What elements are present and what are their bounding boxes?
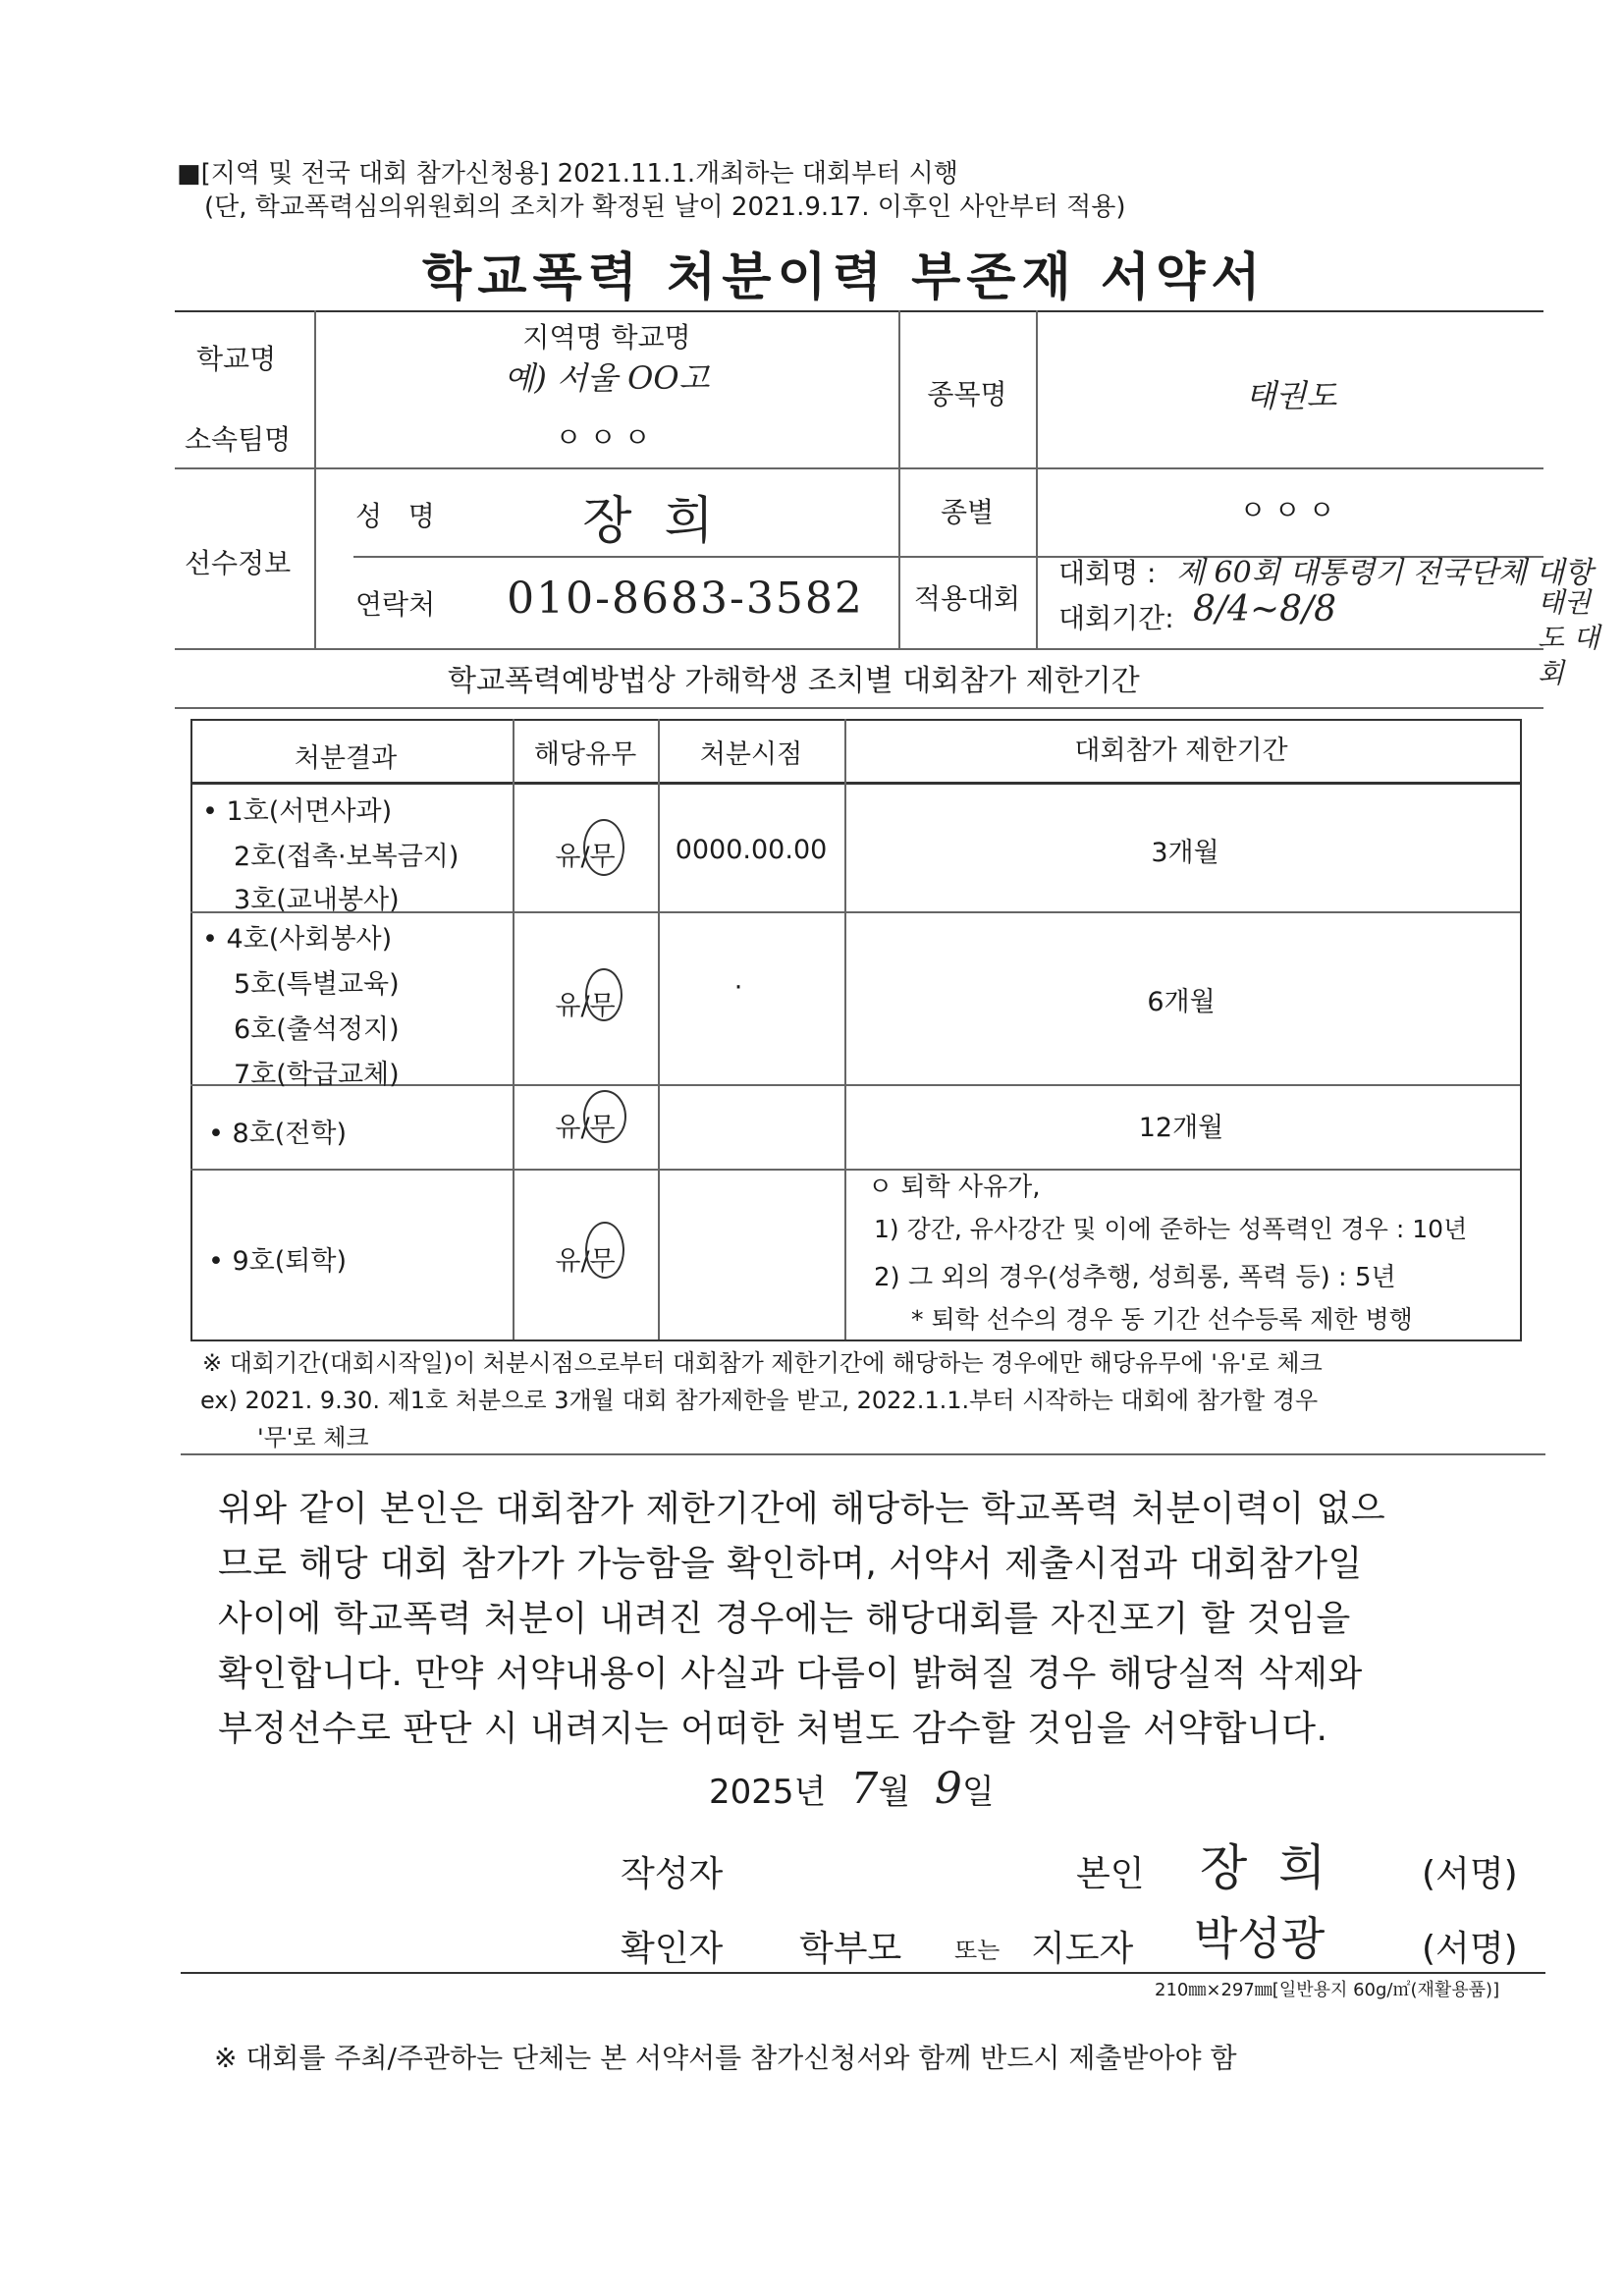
event-period-value: 8/4~8/8: [1193, 589, 1337, 629]
table-header-border: [190, 782, 1520, 785]
row4-period-line-1: ㅇ 퇴학 사유가,: [868, 1173, 1041, 1202]
col-header-yesno: 해당유무: [533, 739, 637, 770]
row4-period-line-3: 2) 그 외의 경우(성추행, 성희롱, 폭력 등) : 5년: [874, 1263, 1396, 1292]
restriction-note-3: '무'로 체크: [257, 1424, 369, 1451]
row3-period: 12개월: [1138, 1113, 1224, 1143]
self-name-signature: 장 희: [1200, 1839, 1326, 1896]
self-sign-placeholder: (서명): [1422, 1854, 1518, 1894]
restriction-note-1: ※ 대회기간(대회시작일)이 처분시점으로부터 대회참가 제한기간에 해당하는 경우에만 해당유무에 '유'로 체크: [202, 1349, 1323, 1377]
date-year: 2025년: [709, 1773, 827, 1812]
row1-date: 0000.00.00: [675, 835, 828, 865]
row4-period-line-4: * 퇴학 선수의 경우 동 기간 선수등록 제한 병행: [911, 1305, 1413, 1334]
row1-yesno: 유/무: [555, 842, 616, 872]
parent-label: 학부모: [799, 1929, 902, 1969]
row2-period: 6개월: [1147, 987, 1216, 1017]
coach-name-signature: 박성광: [1194, 1912, 1326, 1965]
pledge-line-5: 부정선수로 판단 시 내려지는 어떠한 처벌도 감수할 것임을 서약합니다.: [218, 1709, 1328, 1749]
gender-label: 종별: [940, 496, 995, 528]
footer-line: [181, 1972, 1545, 1974]
row3-yesno: 유/무: [555, 1113, 616, 1143]
paper-spec: 210㎜×297㎜[일반용지 60g/㎡(재활용품)]: [1155, 1980, 1500, 2000]
table-row-border-3: [190, 1169, 1520, 1171]
sport-label: 종목명: [927, 378, 1007, 410]
col-header-period: 대회참가 제한기간: [1074, 736, 1288, 766]
restriction-title-underline: [175, 707, 1543, 709]
info-col-1: [314, 310, 316, 648]
info-col-3: [1036, 310, 1038, 648]
coach-label: 지도자: [1031, 1929, 1134, 1969]
row1-check-mark: [583, 819, 624, 876]
pledge-date: [709, 1764, 995, 1814]
table-col-2: [658, 719, 660, 1339]
team-value: ㅇㅇㅇ: [555, 421, 659, 454]
event-name-label: 대회명 :: [1058, 557, 1157, 589]
event-overflow-note: 태권도 대회: [1538, 586, 1599, 689]
team-label: 소속팀명: [185, 423, 292, 456]
info-border-school: [175, 467, 1543, 469]
school-hint: 지역명 학교명: [522, 321, 691, 354]
final-note: ※ 대회를 주최/주관하는 단체는 본 서약서를 참가신청서와 함께 반드시 제출받아야 함: [214, 2042, 1237, 2074]
row1-period: 3개월: [1151, 838, 1219, 868]
pledge-line-1: 위와 같이 본인은 대회참가 제한기간에 해당하는 학교폭력 처분이력이 없으: [218, 1489, 1386, 1529]
row2-item-2: 5호(특별교육): [234, 969, 400, 1000]
event-label: 적용대회: [913, 582, 1021, 615]
event-period-label: 대회기간:: [1058, 602, 1174, 634]
table-col-3: [844, 719, 846, 1339]
notice-line-1: ■[지역 및 전국 대회 참가신청용] 2021.11.1.개최하는 대회부터 시행: [177, 159, 958, 189]
name-label: 성 명: [355, 500, 435, 532]
row2-item-1: • 4호(사회봉사): [202, 924, 393, 955]
or-label: 또는: [954, 1937, 1001, 1964]
row1-item-2: 2호(접촉·보복금지): [234, 842, 460, 872]
date-day: 9: [934, 1764, 962, 1814]
row2-check-mark: [585, 968, 623, 1021]
date-day-suffix: 일: [961, 1773, 995, 1812]
info-border-bottom: [175, 648, 1543, 650]
self-label: 본인: [1076, 1854, 1145, 1894]
row3-item-1: • 8호(전학): [208, 1119, 347, 1149]
page-title: 학교폭력 처분이력 부존재 서약서: [422, 248, 1267, 307]
row2-yesno: 유/무: [555, 991, 616, 1021]
player-info-label: 선수정보: [185, 547, 292, 579]
sport-value: 태권도: [1245, 377, 1337, 414]
restriction-bottom-border: [181, 1453, 1545, 1455]
col-header-date: 처분시점: [699, 739, 803, 770]
row2-item-3: 6호(출석정지): [234, 1014, 400, 1045]
pledge-line-2: 므로 해당 대회 참가가 가능함을 확인하며, 서약서 제출시점과 대회참가일: [218, 1544, 1363, 1584]
writer-label: 작성자: [621, 1854, 724, 1894]
event-name-value: 제 60회 대통령기 전국단체 대항: [1176, 556, 1594, 590]
row3-check-mark: [583, 1090, 626, 1143]
table-col-1: [513, 719, 514, 1339]
notice-line-2: (단, 학교폭력심의위원회의 조치가 확정된 날이 2021.9.17. 이후인 사안부터 적용): [204, 192, 1126, 222]
row4-check-mark: [585, 1222, 624, 1279]
row4-yesno: 유/무: [555, 1246, 616, 1277]
row4-period-line-2: 1) 강간, 유사강간 및 이에 준하는 성폭력인 경우 : 10년: [874, 1215, 1468, 1243]
restriction-title: 학교폭력예방법상 가해학생 조치별 대회참가 제한기간: [448, 664, 1140, 698]
date-month-suffix: 월: [878, 1773, 911, 1812]
contact-label: 연락처: [355, 588, 436, 621]
school-value: 예) 서울 OO고: [504, 359, 710, 397]
row1-item-3: 3호(교내봉사): [234, 885, 400, 915]
row2-date: ·: [733, 972, 743, 1003]
confirmer-label: 확인자: [621, 1929, 724, 1969]
row2-item-4: 7호(학급교체): [234, 1060, 400, 1090]
restriction-note-2: ex) 2021. 9.30. 제1호 처분으로 3개월 대회 참가제한을 받고, 2022.1.1.부터 시작하는 대회에 참가할 경우: [200, 1387, 1319, 1414]
date-month: 7: [850, 1764, 879, 1814]
coach-sign-placeholder: (서명): [1422, 1929, 1518, 1969]
gender-value: ㅇㅇㅇ: [1239, 494, 1343, 526]
contact-value: 010-8683-3582: [507, 574, 864, 624]
info-col-2: [898, 310, 900, 648]
school-label: 학교명: [196, 343, 277, 375]
name-value: 장 희: [582, 492, 714, 551]
col-header-result: 처분결과: [294, 743, 398, 774]
row4-item-1: • 9호(퇴학): [208, 1246, 347, 1277]
pledge-line-3: 사이에 학교폭력 처분이 내려진 경우에는 해당대회를 자진포기 할 것임을: [218, 1599, 1351, 1639]
info-top-border: [175, 310, 1543, 312]
pledge-line-4: 확인합니다. 만약 서약내용이 사실과 다름이 밝혀질 경우 해당실적 삭제와: [218, 1654, 1363, 1694]
row1-item-1: • 1호(서면사과): [202, 796, 393, 827]
